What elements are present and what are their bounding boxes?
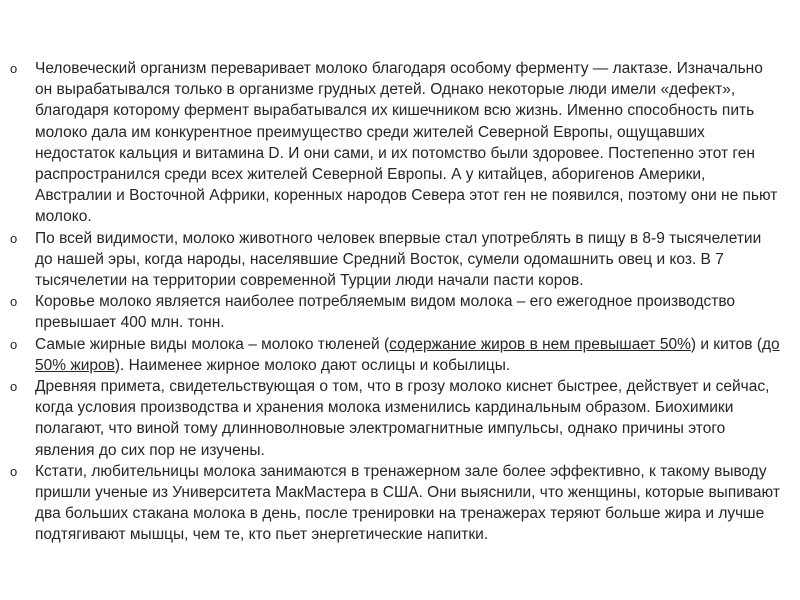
facts-list (10, 58, 780, 546)
list-item-text: По всей видимости, молоко животного человек впервые стал употреблять в пищу в 8-9 тысячелетии до нашей эры, когда народы, населявшие Средний Восток, сумели одомашнить овец и коз. В 7 тысячелетии на территории современной Турции люди начали пасти коров. (35, 229, 762, 290)
whale-fat-link[interactable]: до 50% жиров (35, 335, 780, 374)
list-item (10, 228, 780, 292)
list-item-text-part: Самые жирные виды молока – молоко тюленей ( (35, 335, 390, 353)
seal-fat-link[interactable]: содержание жиров в нем превышает 50% (389, 335, 691, 353)
list-item (10, 291, 780, 333)
list-item-text: Человеческий организм переваривает молоко благодаря особому ферменту — лактазе. Изначально он вырабатывался только в организме грудных детей. Однако некоторые люди имели «дефект», благодаря которому фермент вырабатывался их кишечником всю жизнь. Именно способность пить молоко дала им конкурентное преимущество среди жителей Северной Европы, ощущавших недостаток кальция и витамина D. И они сами, и их потомство были здоровее. Постепенно этот ген распространился среди всех жителей Северной Европы. А у китайцев, аборигенов Америки, Австралии и Восточной Африки, коренных народов Севера этот ген не появился, поэтому они не пьют молоко. (35, 60, 778, 226)
list-item (10, 58, 780, 228)
list-item-text: Древняя примета, свидетельствующая о том, что в грозу молоко киснет быстрее, действует и сейчас, когда условия производства и хранения молока изменились кардинальным образом. Биохимики полагают, что виной тому длинноволновые электромагнитные импульсы, однако причины этого явления до сих пор не изучены. (35, 378, 770, 459)
list-item-text: Кстати, любительницы молока занимаются в тренажерном зале более эффективно, к такому выводу пришли ученые из Университета МакМастера в США. Они выяснили, что женщины, которые выпивают два больших стакана молока в день, после тренировки на тренажерах теряют больше жира и лучше подтягивают мышцы, чем те, кто пьет энергетические напитки. (35, 462, 780, 544)
list-item-text: Коровье молоко является наиболее потребляемым видом молока – его ежегодное производство превышает 400 млн. тонн. (35, 293, 736, 332)
bullet-icon: o (10, 379, 18, 395)
bullet-icon: o (10, 61, 18, 76)
bullet-icon: o (10, 463, 18, 479)
list-item (10, 461, 780, 546)
bullet-icon: o (10, 294, 18, 310)
bullet-icon: o (10, 336, 18, 352)
list-item-text-part: ) и китов ( (690, 335, 762, 353)
list-item-text-part: ). Наименее жирное молоко дают ослицы и кобылицы. (114, 356, 511, 374)
list-item (10, 376, 780, 461)
list-item (10, 334, 780, 376)
bullet-icon: o (10, 230, 18, 246)
